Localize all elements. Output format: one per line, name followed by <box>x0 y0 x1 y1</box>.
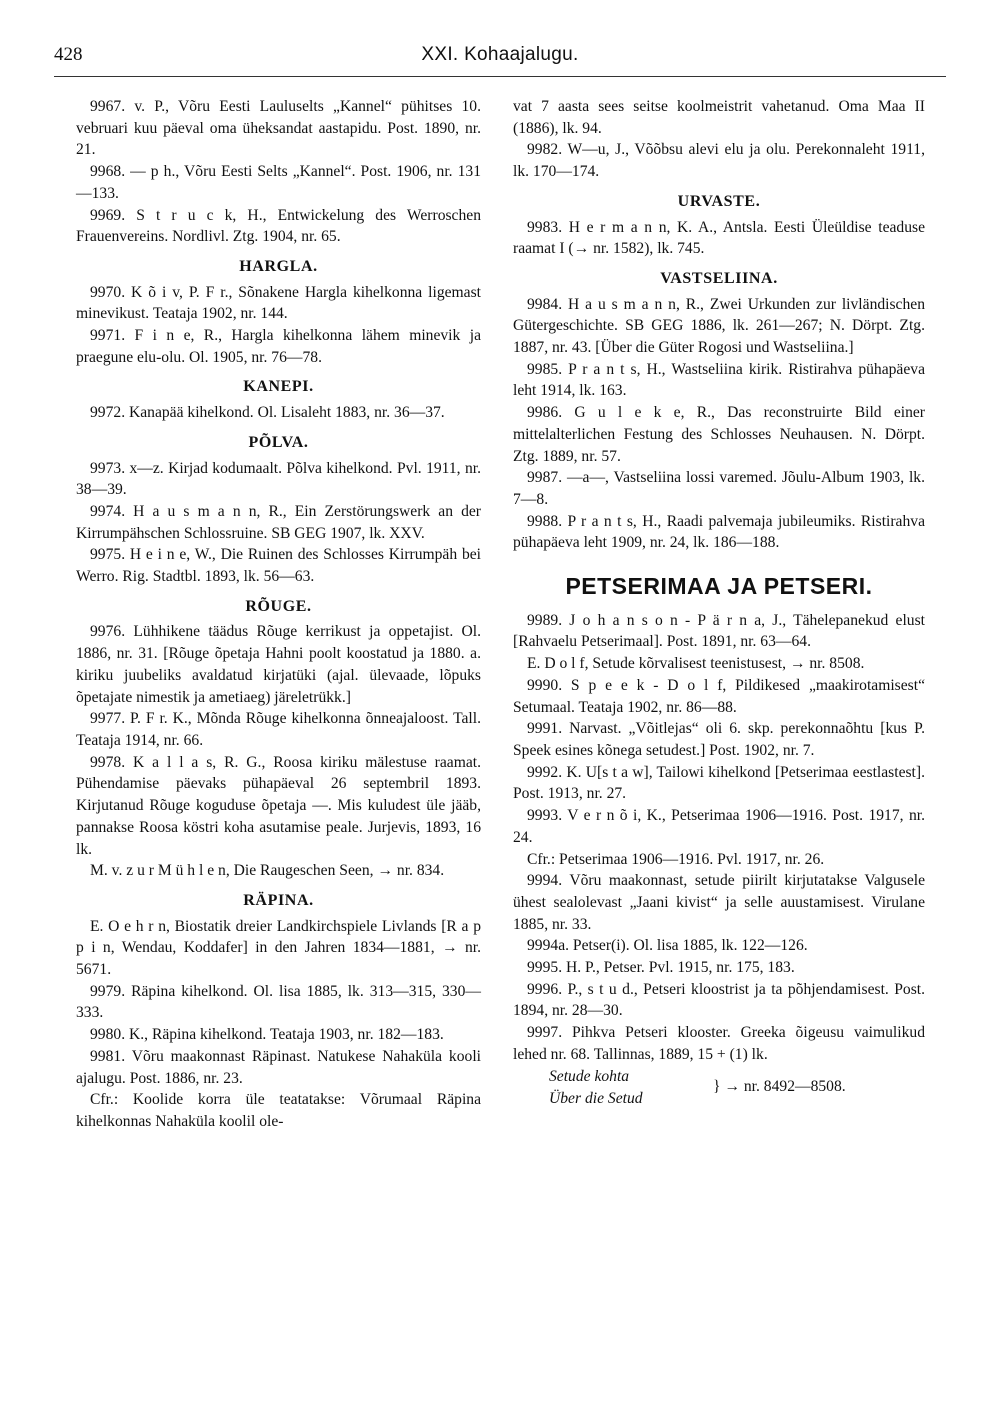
bibliography-entry: 9996. P., s t u d., Petseri kloostrist ja ta põhjendamisest. Post. 1894, nr. 28—30. <box>513 980 925 1020</box>
bibliography-entry: 9973. x—z. Kirjad kodumaalt. Põlva kihelkond. Pvl. 1911, nr. 38—39. <box>76 459 481 499</box>
bibliography-entry: E. D o l f, Setude kõrvalisest teenistusest, → nr. 8508. <box>527 655 865 673</box>
bibliography-entry: 9974. H a u s m a n n, R., Ein Zerstörungswerk an der Kirrumpähschen Schlossruine. SB GEG 1907, lk. XXV. <box>76 502 481 542</box>
bibliography-entry: 9976. Lühhikene täädus Rõuge kerrikust ja oppetajist. Ol. 1886, nr. 31. [Rõuge õpetaja Hahni poolt koostatud ja 1880. a. kiriku juubeliks avaldatud kirjatüki (ajal. ülevaade, lõpuks õpetajate nimestik ja ametiaeg) järeletrükk.] <box>76 623 481 706</box>
bibliography-entry: 9981. Võru maakonnast Räpinast. Natukese Nahaküla kooli ajalugu. Post. 1886, nr. 23. <box>76 1047 481 1087</box>
bibliography-entry: Cfr.: Petserimaa 1906—1916. Pvl. 1917, nr. 26. <box>527 850 825 868</box>
running-title: XXI. Kohaajalugu. <box>421 44 579 65</box>
entry-continuation: vat 7 aasta sees seitse koolmeistrit vahetanud. Oma Maa II (1886), lk. 94. <box>513 98 925 137</box>
section-heading: VASTSELIINA. <box>660 269 778 287</box>
cross-reference-line: Über die Setud <box>549 1089 643 1107</box>
bibliography-entry: 9990. S p e e k - D o l f, Pildikesed „maakirotamisest“ Setumaal. Teataja 1902, nr. 86—88. <box>513 676 925 716</box>
bibliography-entry: 9988. P r a n t s, H., Raadi palvemaja jubileumiks. Ristirahva pühapäeva leht 1909, nr. 24, lk. 186—188. <box>513 512 925 552</box>
section-heading: KANEPI. <box>243 378 314 396</box>
bibliography-entry: 9984. H a u s m a n n, R., Zwei Urkunden zur livländischen Gütergeschichte. SB GEG 1886, lk. 261—267; N. Dörpt. Ztg. 1887, nr. 43. [Über die Güter Rogosi und Wastseliina.] <box>513 295 925 357</box>
header-rule <box>54 76 946 77</box>
bibliography-entry: 9978. K a l l a s, R. G., Roosa kiriku mälestuse raamat. Pühendamise päevaks pühapäeval 26 septembril 1893. Kirjutanud Rõuge koguduse õpetaja —. Mis kuludest üle jääb, pannakse Roosa köstri koha asutamise peale. Jurjevis, 1893, 16 lk. <box>76 753 481 858</box>
bibliography-entry: 9968. — p h., Võru Eesti Selts „Kannel“. Post. 1906, nr. 131—133. <box>76 163 481 202</box>
bibliography-entry: 9997. Pihkva Petseri klooster. Greeka õigeusu vaimulikud lehed nr. 68. Tallinnas, 1889, 15 + (1) lk. <box>513 1024 925 1063</box>
bibliography-entry: 9979. Räpina kihelkond. Ol. lisa 1885, lk. 313—315, 330—333. <box>76 982 481 1022</box>
bibliography-entry: 9982. W—u, J., Võõbsu alevi elu ja olu. Perekonnaleht 1911, lk. 170—174. <box>513 141 925 181</box>
bibliography-entry: 9992. K. U[s t a w], Tailowi kihelkond [Petserimaa eestlastest]. Post. 1913, nr. 27. <box>513 763 925 803</box>
bibliography-entry: 9993. V e r n õ i, K., Petserimaa 1906—1916. Post. 1917, nr. 24. <box>513 807 925 846</box>
bibliography-entry: 9986. G u l e k e, R., Das reconstruirte Bild einer mittelalterlichen Festung des Schlosses Neuhausen. N. Dörpt. Ztg. 1889, nr. 57. <box>513 404 925 465</box>
bibliography-entry: 9989. J o h a n s o n - P ä r n a, J., Tähelepanekud elust [Rahvaelu Petserimaal]. Post. 1891, nr. 63—64. <box>513 611 925 651</box>
cross-reference-line: Setude kohta <box>549 1067 630 1085</box>
bibliography-entry: 9994a. Petser(i). Ol. lisa 1885, lk. 122—126. <box>527 937 808 955</box>
bibliography-entry: 9970. K õ i v, P. F r., Sõnakene Hargla kihelkonna ligemast minevikust. Teataja 1902, nr. 144. <box>76 283 481 323</box>
chapter-heading: PETSERIMAA JA PETSERI. <box>565 573 873 600</box>
bibliography-entry: 9972. Kanapää kihelkond. Ol. Lisaleht 1883, nr. 36—37. <box>90 404 445 422</box>
bibliography-entry: 9994. Võru maakonnast, setude piirilt kirjutatakse Valgusele ühest sealolevast „Jaani kivist“ ja selle auustamisest. Virulane 1885, nr. 33. <box>513 872 925 933</box>
section-heading: HARGLA. <box>239 257 318 275</box>
cross-reference-target: } → nr. 8492—8508. <box>713 1077 846 1095</box>
bibliography-entry: 9969. S t r u c k, H., Entwickelung des Werroschen Frauenvereins. Nordlivl. Ztg. 1904, nr. 65. <box>76 206 481 246</box>
section-heading: RÄPINA. <box>243 891 314 909</box>
page-header <box>54 44 946 70</box>
section-heading: RÕUGE. <box>245 597 312 615</box>
bibliography-entry: 9991. Narvast. „Võitlejas“ oli 6. skp. perekonnaõhtu [kus P. Speek esines kõnega setudest.] Post. 1902, nr. 7. <box>513 720 925 759</box>
page-number: 428 <box>54 44 83 65</box>
section-heading: PÕLVA. <box>248 433 309 451</box>
bibliography-entry: E. O e h r n, Biostatik dreier Landkirchspiele Livlands [R a p p i n, Wendau, Koddafer] in den Jahren 1834—1881, → nr. 5671. <box>76 917 481 979</box>
bibliography-entry: Cfr.: Koolide korra üle teatatakse: Võrumaal Räpina kihelkonnas Nahaküla koolil ole- <box>76 1091 481 1130</box>
bibliography-entry: M. v. z u r M ü h l e n, Die Raugeschen Seen, → nr. 834. <box>90 862 445 880</box>
left-column <box>76 96 481 1133</box>
bibliography-entry: 9983. H e r m a n n, K. A., Antsla. Eesti Üleüldise teaduse raamat I (→ nr. 1582), lk. 745. <box>513 218 925 258</box>
bibliography-entry: 9980. K., Räpina kihelkond. Teataja 1903, nr. 182—183. <box>90 1026 444 1044</box>
right-column <box>513 96 925 1112</box>
bibliography-entry: 9995. H. P., Petser. Pvl. 1915, nr. 175, 183. <box>527 959 795 977</box>
bibliography-entry: 9971. F i n e, R., Hargla kihelkonna lähem minevik ja praegune elu-olu. Ol. 1905, nr. 76—78. <box>76 327 481 366</box>
bibliography-entry: 9975. H e i n e, W., Die Ruinen des Schlosses Kirrumpäh bei Werro. Rig. Stadtbl. 1893, lk. 56—63. <box>76 546 481 586</box>
bibliography-entry: 9977. P. F r. K., Mõnda Rõuge kihelkonna õnneajaloost. Tall. Teataja 1914, nr. 66. <box>76 710 481 749</box>
cross-reference-block <box>513 1066 925 1112</box>
bibliography-entry: 9985. P r a n t s, H., Wastseliina kirik. Ristirahva pühapäeva leht 1914, lk. 163. <box>513 360 925 400</box>
section-heading: URVASTE. <box>677 192 761 210</box>
bibliography-entry: 9987. —a—, Vastseliina lossi varemed. Jõulu-Album 1903, lk. 7—8. <box>513 469 925 508</box>
bibliography-entry: 9967. v. P., Võru Eesti Lauluselts „Kannel“ pühitses 10. vebruari kuu päeval oma üheksandat aastapidu. Post. 1890, nr. 21. <box>76 98 481 159</box>
